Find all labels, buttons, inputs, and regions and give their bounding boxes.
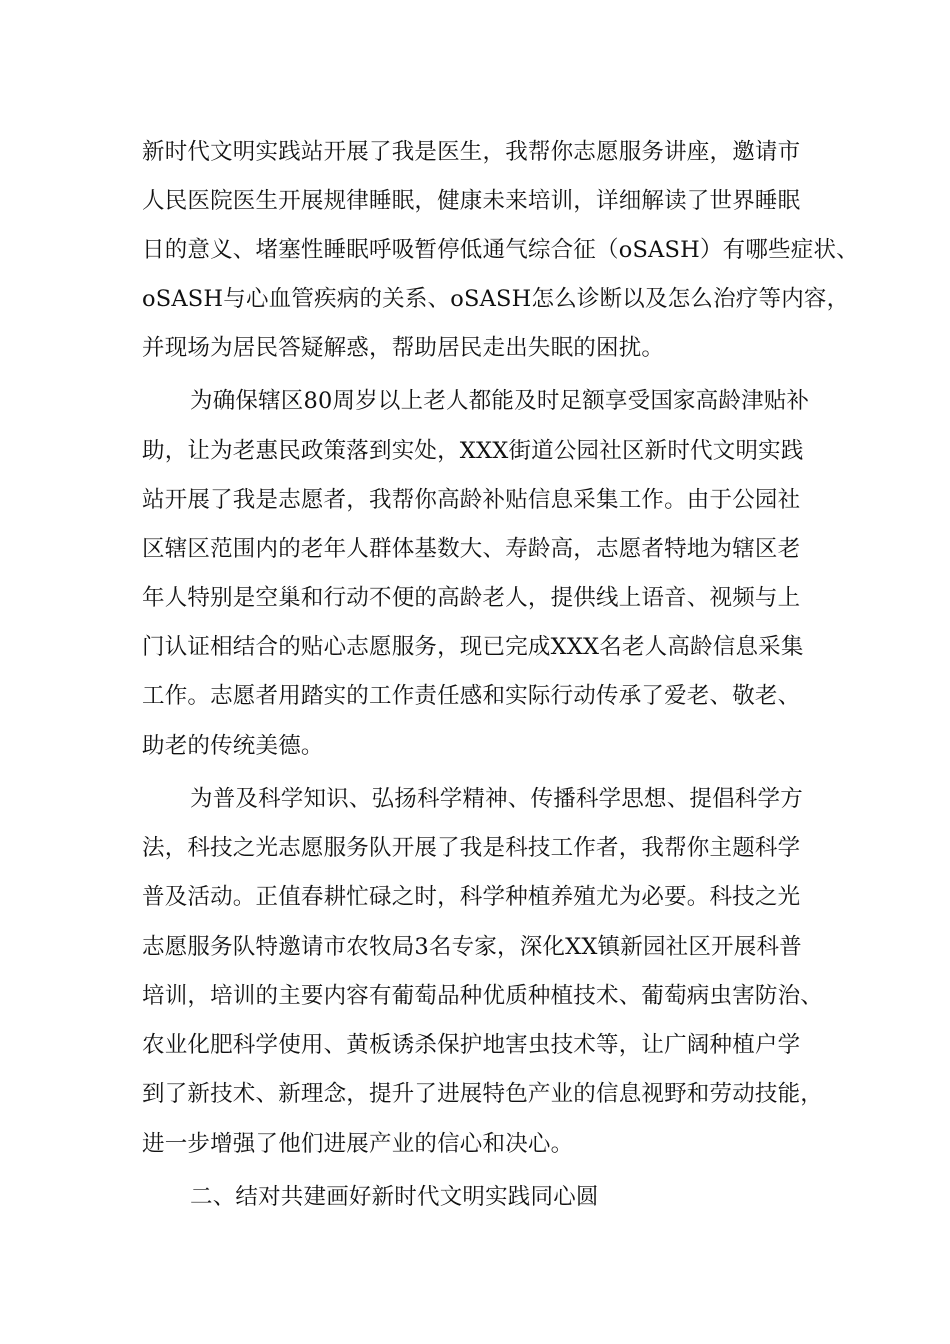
paragraph-3-line-3: 普及活动。正值春耕忙碌之时，科学种植养殖尤为必要。科技之光 [142,884,801,910]
paragraph-2-line-5: 年人特别是空巢和行动不便的高龄老人，提供线上语音、视频与上 [142,585,801,611]
paragraph-1-line-2: 人民医院医生开展规律睡眠，健康未来培训，详细解读了世界睡眠 [142,188,801,214]
paragraph-3-line-1: 为普及科学知识、弘扬科学精神、传播科学思想、提倡科学方 [190,786,803,812]
paragraph-1-line-3: 日的意义、堵塞性睡眠呼吸暂停低通气综合征（oSASH）有哪些症状、 [142,237,859,263]
paragraph-2-line-7: 工作。志愿者用踏实的工作责任感和实际行动传承了爱老、敬老、 [142,683,801,709]
paragraph-1-line-1: 新时代文明实践站开展了我是医生，我帮你志愿服务讲座，邀请市 [142,139,801,165]
paragraph-2-line-4: 区辖区范围内的老年人群体基数大、寿龄高，志愿者特地为辖区老 [142,536,801,562]
paragraph-2-line-3: 站开展了我是志愿者，我帮你高龄补贴信息采集工作。由于公园社 [142,487,801,513]
paragraph-2-line-2: 助，让为老惠民政策落到实处，XXX街道公园社区新时代文明实践 [142,438,804,464]
paragraph-2-line-8: 助老的传统美德。 [142,733,324,759]
paragraph-3-line-4: 志愿服务队特邀请市农牧局3名专家，深化XX镇新园社区开展科普 [142,934,802,960]
paragraph-2-line-6: 门认证相结合的贴心志愿服务，现已完成XXX名老人高龄信息采集 [142,634,804,660]
paragraph-3-line-2: 法，科技之光志愿服务队开展了我是科技工作者，我帮你主题科学 [142,835,801,861]
paragraph-3-line-5: 培训，培训的主要内容有葡萄品种优质种植技术、葡萄病虫害防治、 [142,983,824,1009]
section-heading: 二、结对共建画好新时代文明实践同心圆 [190,1184,599,1210]
paragraph-1-line-4: oSASH与心血管疾病的关系、oSASH怎么诊断以及怎么治疗等内容， [142,286,850,312]
paragraph-3-line-7: 到了新技术、新理念，提升了进展特色产业的信息视野和劳动技能， [142,1081,824,1107]
paragraph-2-line-1: 为确保辖区80周岁以上老人都能及时足额享受国家高龄津贴补 [190,388,810,414]
paragraph-3-line-8: 进一步增强了他们进展产业的信心和决心。 [142,1131,574,1157]
paragraph-1-line-5: 并现场为居民答疑解惑，帮助居民走出失眠的困扰。 [142,335,665,361]
paragraph-3-line-6: 农业化肥科学使用、黄板诱杀保护地害虫技术等，让广阔种植户学 [142,1032,801,1058]
